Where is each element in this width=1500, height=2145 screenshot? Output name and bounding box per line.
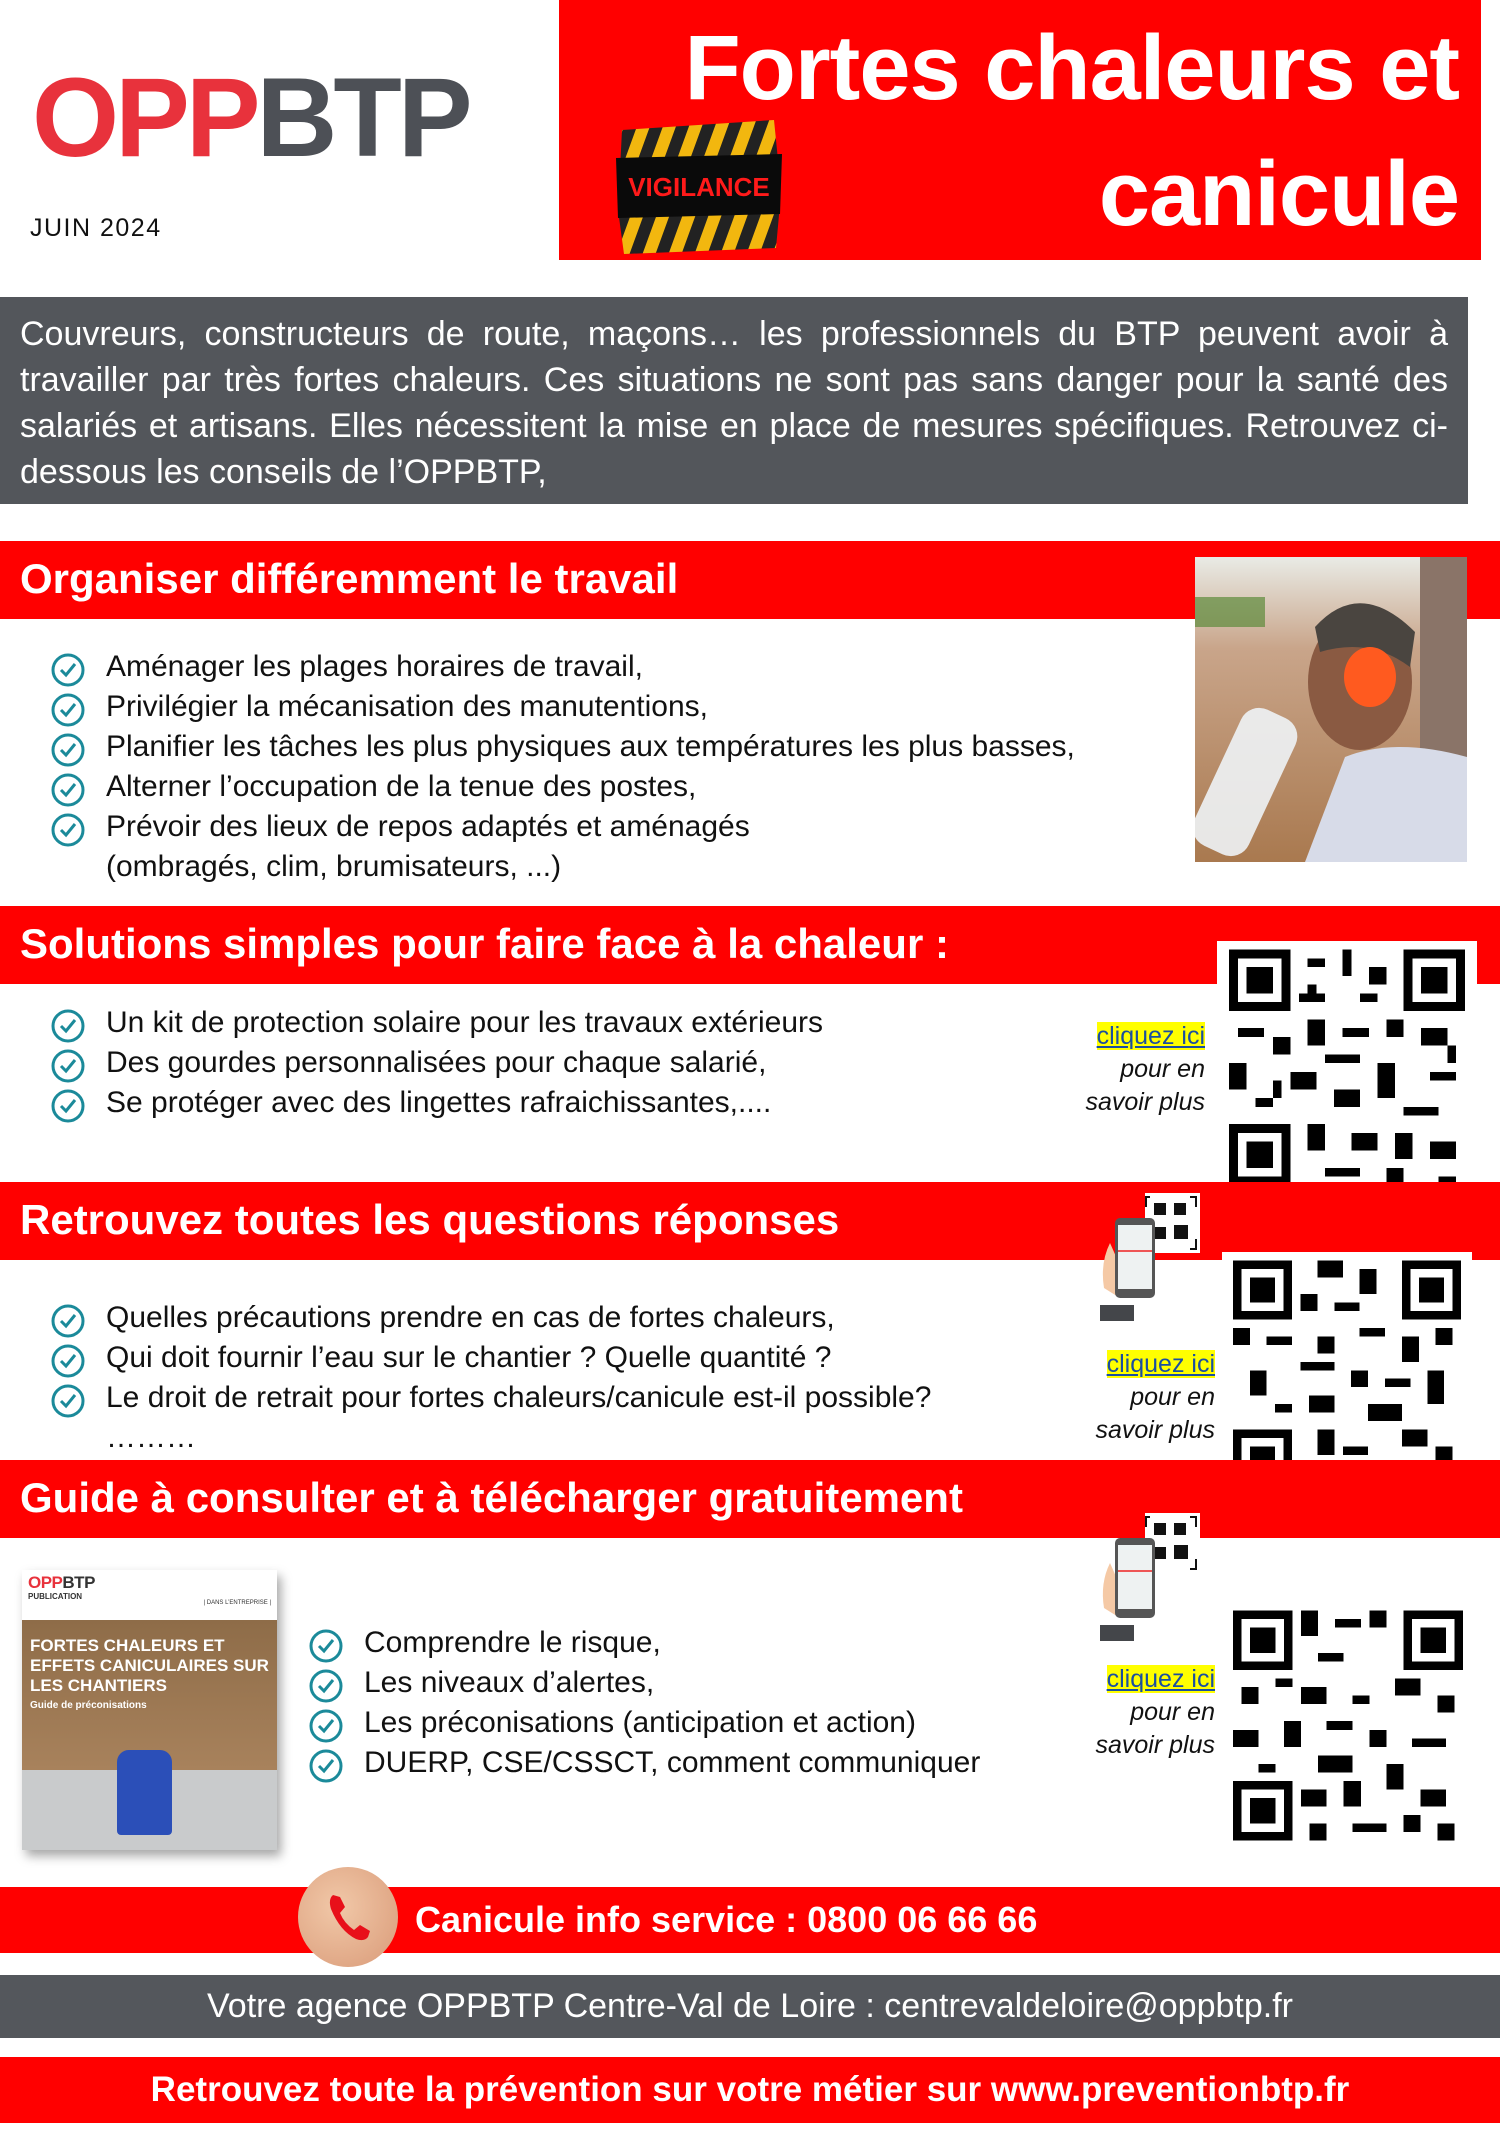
list-item-continuation: ……… bbox=[106, 1421, 196, 1454]
more-info-link[interactable]: cliquez ici bbox=[1096, 1022, 1205, 1050]
list-item: Alterner l’occupation de la tenue des postes, bbox=[50, 767, 1075, 807]
list-item-continuation: (ombragés, clim, brumisateurs, ...) bbox=[106, 850, 562, 883]
check-circle-icon bbox=[50, 1088, 86, 1124]
check-circle-icon bbox=[50, 772, 86, 808]
qr-code-guide[interactable] bbox=[1222, 1602, 1474, 1849]
section-header-organiser: Organiser différemment le travail bbox=[0, 541, 1500, 619]
intro-paragraph: Couvreurs, constructeurs de route, maçons… les professionnels du BTP peuvent avoir à travailler par très fortes chaleurs. Ces situations ne sont pas sans danger pour la santé des salariés et artisans. Elles nécessitent la mise en place de mesures spécifiques. Retrouvez ci-dessous les conseils de l’OPPBTP, bbox=[0, 297, 1468, 504]
check-circle-icon bbox=[308, 1748, 344, 1784]
check-circle-icon bbox=[308, 1628, 344, 1664]
oppbtp-logo: OPPBTP bbox=[32, 55, 469, 180]
check-circle-icon bbox=[308, 1668, 344, 1704]
agency-contact-bar bbox=[0, 1975, 1500, 2038]
qr-code-solutions[interactable] bbox=[1217, 941, 1477, 1194]
list-item: Comprendre le risque, bbox=[308, 1623, 980, 1663]
check-circle-icon bbox=[308, 1708, 344, 1744]
questions-list bbox=[50, 1298, 931, 1458]
phone-scan-qr-icon bbox=[1090, 1513, 1200, 1648]
check-circle-icon bbox=[50, 1343, 86, 1379]
check-circle-icon bbox=[50, 692, 86, 728]
canicule-phone-number[interactable]: Canicule info service : 0800 06 66 66 bbox=[415, 1899, 1038, 1940]
vigilance-tape-icon bbox=[614, 118, 784, 256]
section-header-questions: Retrouvez toutes les questions réponses bbox=[0, 1182, 1500, 1260]
list-item: Prévoir des lieux de repos adaptés et aménagés bbox=[50, 807, 1075, 847]
check-circle-icon bbox=[50, 732, 86, 768]
check-circle-icon bbox=[50, 1303, 86, 1339]
list-item: Se protéger avec des lingettes rafraichissantes,.... bbox=[50, 1083, 823, 1123]
title-banner bbox=[559, 0, 1481, 260]
organiser-list bbox=[50, 647, 1075, 887]
worker-drinking-photo bbox=[1195, 557, 1467, 862]
more-info-solutions: cliquez ici pour en savoir plus bbox=[1085, 1022, 1205, 1116]
phone-icon bbox=[298, 1867, 398, 1967]
check-circle-icon bbox=[50, 1383, 86, 1419]
list-item: Le droit de retrait pour fortes chaleurs/canicule est-il possible? bbox=[50, 1378, 931, 1418]
list-item: Planifier les tâches les plus physiques aux températures les plus basses, bbox=[50, 727, 1075, 767]
check-circle-icon bbox=[50, 1008, 86, 1044]
phone-scan-qr-icon bbox=[1090, 1193, 1200, 1328]
section-header-guide: Guide à consulter et à télécharger gratuitement bbox=[0, 1460, 1500, 1538]
list-item: Quelles précautions prendre en cas de fortes chaleurs, bbox=[50, 1298, 931, 1338]
website-bar bbox=[0, 2057, 1500, 2123]
publication-date: JUIN 2024 bbox=[30, 214, 162, 242]
list-item: DUERP, CSE/CSSCT, comment communiquer bbox=[308, 1743, 980, 1783]
list-item: Des gourdes personnalisées pour chaque salarié, bbox=[50, 1043, 823, 1083]
check-circle-icon bbox=[50, 1048, 86, 1084]
list-item: Les préconisations (anticipation et action) bbox=[308, 1703, 980, 1743]
website-link[interactable]: Retrouvez toute la prévention sur votre métier sur www.preventionbtp.fr bbox=[150, 2070, 1350, 2109]
solutions-list bbox=[50, 1003, 823, 1123]
list-item: Qui doit fournir l’eau sur le chantier ? Quelle quantité ? bbox=[50, 1338, 931, 1378]
more-info-guide: cliquez ici pour en savoir plus bbox=[1095, 1665, 1215, 1759]
guide-list bbox=[308, 1623, 980, 1783]
svg-text:VIGILANCE: VIGILANCE bbox=[628, 172, 770, 202]
page-title-line2: canicule bbox=[1098, 143, 1459, 245]
list-item: Privilégier la mécanisation des manutentions, bbox=[50, 687, 1075, 727]
section-header-solutions: Solutions simples pour faire face à la chaleur : bbox=[0, 906, 1500, 984]
check-circle-icon bbox=[50, 652, 86, 688]
agency-email[interactable]: Votre agence OPPBTP Centre-Val de Loire : centrevaldeloire@oppbtp.fr bbox=[207, 1987, 1293, 2025]
list-item: Un kit de protection solaire pour les travaux extérieurs bbox=[50, 1003, 823, 1043]
more-info-questions: cliquez ici pour en savoir plus bbox=[1095, 1350, 1215, 1444]
more-info-link[interactable]: cliquez ici bbox=[1106, 1350, 1215, 1378]
guide-cover-image[interactable]: OPPBTP PUBLICATION | DANS L’ENTREPRISE | FORTES CHALEURS ET EFFETS CANICULAIRES SUR LES CHANTIERS Guide de préconisations bbox=[22, 1570, 277, 1850]
list-item: Aménager les plages horaires de travail, bbox=[50, 647, 1075, 687]
page-title-line1: Fortes chaleurs et bbox=[684, 17, 1459, 119]
canicule-info-bar bbox=[0, 1887, 1500, 1953]
list-item: Les niveaux d’alertes, bbox=[308, 1663, 980, 1703]
more-info-link[interactable]: cliquez ici bbox=[1106, 1665, 1215, 1693]
check-circle-icon bbox=[50, 812, 86, 848]
